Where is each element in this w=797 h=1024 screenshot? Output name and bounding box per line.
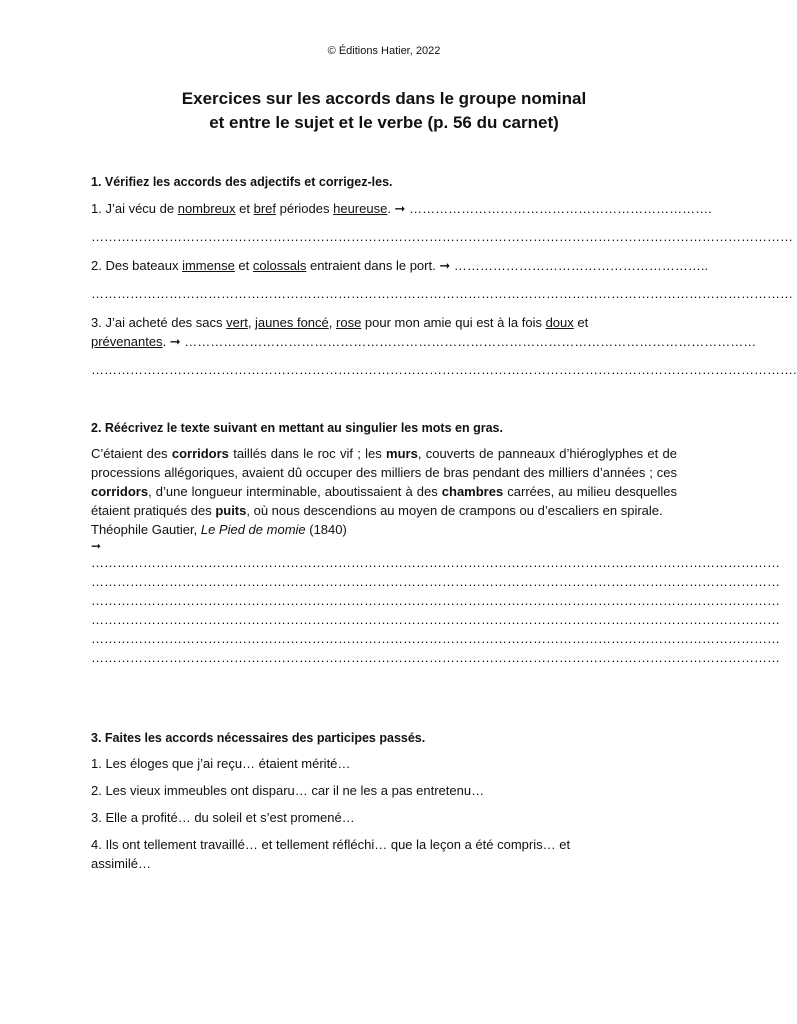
text-segment: , — [247, 315, 256, 330]
ex3-item-4-cont: assimilé… — [91, 856, 151, 871]
underlined-word: jaunes foncé — [255, 315, 329, 330]
ex1-sentence-3-cont — [91, 332, 757, 351]
ex1-sentence-1 — [91, 199, 712, 218]
exercise-2-text — [91, 444, 677, 520]
title-line-2: et entre le sujet et le verbe (p. 56 du carnet) — [209, 113, 559, 132]
exercise-2-heading: 2. Réécrivez le texte suivant en mettant au singulier les mots en gras. — [91, 421, 503, 435]
underlined-word: nombreux — [177, 201, 236, 216]
text-segment: et — [573, 315, 589, 330]
underlined-word: immense — [182, 258, 235, 273]
source-citation — [91, 520, 677, 539]
citation-year: (1840) — [305, 522, 347, 537]
citation-work: Le Pied de momie — [200, 522, 306, 537]
answer-line[interactable]: …………………………………………………………………………………………………………………………………………… — [91, 593, 780, 608]
text-segment: entraient dans le port. ➞ — [306, 258, 454, 273]
exercise-3 — [91, 729, 677, 873]
answer-line[interactable]: …………………………………………………………………………………………………………………………………………… — [91, 555, 780, 570]
text-segment: pour mon amie qui est à la fois — [361, 315, 546, 330]
text-segment: et — [234, 258, 253, 273]
copyright-notice: © Éditions Hatier, 2022 — [327, 45, 441, 57]
answer-line[interactable]: ……………………………………………………………………………………………………………………………………………… — [91, 229, 793, 244]
answer-lines — [91, 553, 780, 667]
exercise-1-heading: 1. Vérifiez les accords des adjectifs et corrigez-les. — [91, 175, 393, 189]
text-segment: 2. Des bateaux — [91, 258, 183, 273]
text-segment: 3. J’ai acheté des sacs — [91, 315, 227, 330]
underlined-word: prévenantes — [91, 334, 163, 349]
exercise-1 — [91, 173, 797, 379]
answer-line[interactable]: ………………………………………………….. — [453, 258, 709, 273]
bold-word: puits — [215, 503, 247, 518]
text-segment: , où nous descendions au moyen de crampons ou d’escaliers en spirale. — [246, 503, 663, 518]
answer-line[interactable]: ……………………………………………………………………………………………………………………………………………… — [91, 286, 793, 301]
underlined-word: rose — [336, 315, 362, 330]
bold-word: corridors — [91, 484, 149, 499]
answer-line[interactable]: …………………………………………………………………………………………………………………… — [184, 334, 757, 349]
text-segment: . ➞ — [387, 201, 410, 216]
ex3-item-1: 1. Les éloges que j’ai reçu… étaient mérité… — [91, 756, 351, 771]
page-title — [64, 87, 704, 135]
answer-line[interactable]: …………………………………………………………………………………………………………………………………………… — [91, 612, 780, 627]
underlined-word: bref — [253, 201, 277, 216]
underlined-word: vert — [226, 315, 248, 330]
bold-word: murs — [386, 446, 418, 461]
answer-line[interactable]: …………………………………………………………………………………………………………………………………………… — [91, 650, 780, 665]
arrow-icon: ➞ — [91, 539, 102, 553]
citation-author: Théophile Gautier, — [91, 522, 201, 537]
text-segment: , — [328, 315, 337, 330]
bold-word: chambres — [441, 484, 504, 499]
title-line-1: Exercices sur les accords dans le groupe nominal — [181, 89, 587, 108]
text-segment: , d’une longueur interminable, aboutissaient à des — [148, 484, 442, 499]
underlined-word: heureuse — [333, 201, 388, 216]
text-segment: , couverts de panneaux d’hiéroglyphes et de processions allégoriques, avaient dû occuper des milliers de bras pendant des milliers d’années ; ces — [91, 446, 677, 480]
text-segment: C’étaient des — [91, 446, 172, 461]
text-segment: périodes — [276, 201, 334, 216]
answer-line[interactable]: ………………………………………………………………………………………………………………………………………………. — [91, 362, 797, 377]
ex3-item-4: 4. Ils ont tellement travaillé… et tellement réfléchi… que la leçon a été compris… et — [91, 837, 571, 852]
exercise-2 — [91, 419, 780, 667]
answer-line[interactable]: …………………………………………………………………………………………………………………………………………… — [91, 631, 780, 646]
ex1-sentence-3 — [91, 313, 677, 332]
text-segment: . ➞ — [162, 334, 185, 349]
text-segment: taillés dans le roc vif ; les — [228, 446, 387, 461]
answer-line[interactable]: ……………………………………………………………. — [409, 201, 712, 216]
text-segment: 1. J’ai vécu de — [91, 201, 178, 216]
ex3-item-2: 2. Les vieux immeubles ont disparu… car il ne les a pas entretenu… — [91, 783, 485, 798]
underlined-word: colossals — [252, 258, 307, 273]
bold-word: corridors — [171, 446, 229, 461]
text-segment: et — [235, 201, 254, 216]
answer-line[interactable]: …………………………………………………………………………………………………………………………………………… — [91, 574, 780, 589]
exercise-3-heading: 3. Faites les accords nécessaires des participes passés. — [91, 731, 426, 745]
text-segment: carrées, au milieu desquelles étaient pratiqués des — [91, 484, 677, 518]
underlined-word: doux — [545, 315, 574, 330]
ex1-sentence-2 — [91, 256, 709, 275]
ex3-item-3: 3. Elle a profité… du soleil et s’est promené… — [91, 810, 355, 825]
